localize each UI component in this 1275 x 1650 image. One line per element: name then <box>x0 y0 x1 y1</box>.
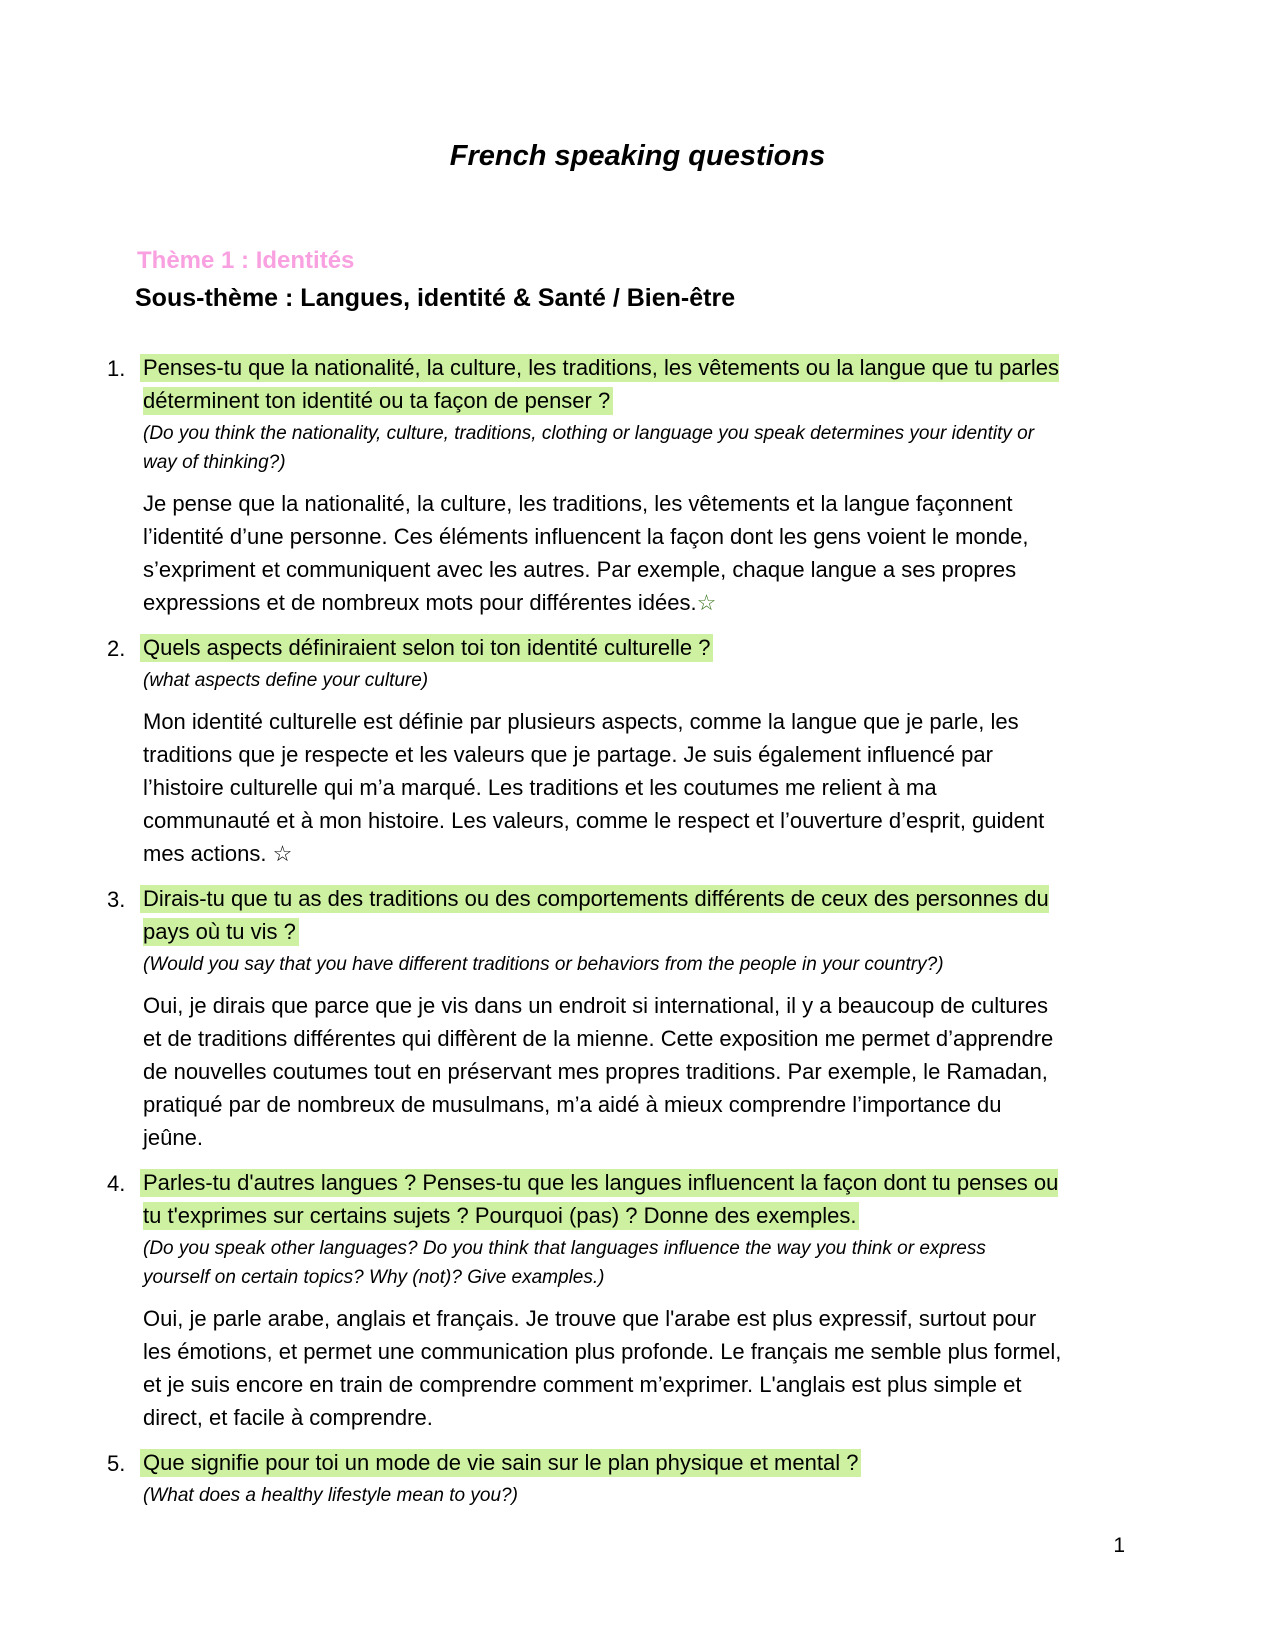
star-icon: ☆ <box>272 841 293 866</box>
answer-text <box>143 989 1065 1154</box>
question-content <box>143 351 1065 619</box>
question-translation: (What does a healthy lifestyle mean to you?) <box>143 1485 518 1506</box>
question-text <box>143 1166 1065 1232</box>
answer-body: Mon identité culturelle est définie par plusieurs aspects, comme la langue que je parle, les traditions que je respecte et les valeurs que je partage. Je suis également influencé par l’histoire culturelle qui m’a marqué. Les traditions et les coutumes me relient à ma communauté et à mon histoire. Les valeurs, comme le respect et l’ouverture d’esprit, guident mes actions. <box>143 709 1045 866</box>
question-highlight: Quels aspects définiraient selon toi ton identité culturelle ? <box>140 634 713 662</box>
star-icon: ☆ <box>696 590 717 615</box>
question-content <box>143 1446 1065 1510</box>
question-highlight: Penses-tu que la nationalité, la culture, les traditions, les vêtements ou la langue que tu parles déterminent ton identité ou ta façon de penser ? <box>140 354 1059 415</box>
questions-list <box>107 351 1065 1510</box>
question-text <box>143 882 1065 948</box>
question-block-3 <box>107 882 1065 1154</box>
question-translation: (Do you speak other languages? Do you think that languages influence the way you think or express yourself on certain topics? Why (not)? Give examples.) <box>143 1238 986 1288</box>
question-number: 2. <box>107 636 126 661</box>
question-highlight: Que signifie pour toi un mode de vie sain sur le plan physique et mental ? <box>140 1449 861 1477</box>
question-number: 1. <box>107 356 126 381</box>
question-translation: (what aspects define your culture) <box>143 670 429 691</box>
question-highlight: Dirais-tu que tu as des traditions ou des comportements différents de ceux des personnes du pays où tu vis ? <box>140 885 1049 946</box>
question-number: 5. <box>107 1451 126 1476</box>
question-block-4 <box>107 1166 1065 1434</box>
theme-heading: Thème 1 : Identités <box>137 247 355 274</box>
answer-text <box>143 1302 1065 1434</box>
answer-body: Je pense que la nationalité, la culture, les traditions, les vêtements et la langue façonnent l’identité d’une personne. Ces éléments influencent la façon dont les gens voient le monde, s’expriment et communiquent avec les autres. Par exemple, chaque langue a ses propres expressions et de nombreux mots pour différentes idées. <box>143 491 1029 615</box>
question-highlight: Parles-tu d'autres langues ? Penses-tu que les langues influencent la façon dont tu penses ou tu t'exprimes sur certains sujets ? Pourquoi (pas) ? Donne des exemples. <box>140 1169 1058 1230</box>
answer-text <box>143 487 1065 619</box>
question-block-5 <box>107 1446 1065 1510</box>
question-text <box>143 631 1065 664</box>
question-content <box>143 1166 1065 1434</box>
question-translation: (Would you say that you have different traditions or behaviors from the people in your country?) <box>143 954 944 975</box>
answer-body: Oui, je dirais que parce que je vis dans un endroit si international, il y a beaucoup de cultures et de traditions différentes qui diffèrent de la mienne. Cette exposition me permet d’apprendre de nouvelles coutumes tout en préservant mes propres traditions. Par exemple, le Ramadan, pratiqué par de nombreux de musulmans, m’a aidé à mieux comprendre l’importance du jeûne. <box>143 993 1054 1150</box>
question-number: 3. <box>107 887 126 912</box>
question-number: 4. <box>107 1171 126 1196</box>
answer-text <box>143 705 1065 870</box>
question-content <box>143 631 1065 870</box>
question-block-1 <box>107 351 1065 619</box>
answer-body: Oui, je parle arabe, anglais et français. Je trouve que l'arabe est plus expressif, surtout pour les émotions, et permet une communication plus profonde. Le français me semble plus formel, et je suis encore en train de comprendre comment m’exprimer. L'anglais est plus simple et direct, et facile à comprendre. <box>143 1306 1062 1430</box>
question-text <box>143 351 1065 417</box>
question-text <box>143 1446 1065 1479</box>
question-content <box>143 882 1065 1154</box>
question-translation: (Do you think the nationality, culture, traditions, clothing or language you speak determines your identity or way of thinking?) <box>143 423 1035 473</box>
document-title: French speaking questions <box>449 140 826 172</box>
question-block-2 <box>107 631 1065 870</box>
subtheme-heading: Sous-thème : Langues, identité & Santé / Bien-être <box>135 284 736 312</box>
page-number: 1 <box>1113 1534 1125 1557</box>
